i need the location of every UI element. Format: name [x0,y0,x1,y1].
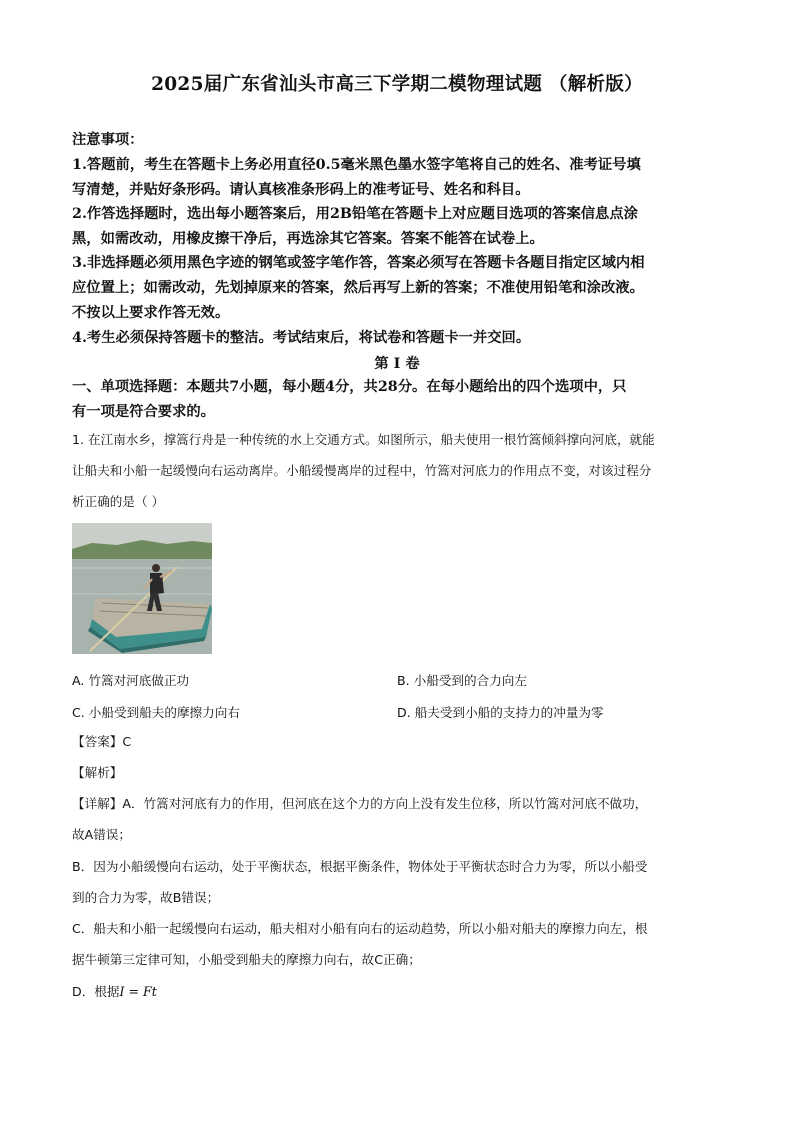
section-heading-line: 一、单项选择题：本题共7小题，每小题4分，共28分。在每小题给出的四个选项中，只 [72,379,627,395]
detail-label: 【详解】 [72,796,123,811]
detail-line: 据牛顿第三定律可知，小船受到船夫的摩擦力向右，故C正确； [72,952,421,967]
question-stem-line: 1. 在江南水乡，撑篙行舟是一种传统的水上交通方式。如图所示，船夫使用一根竹篙倾斜撑向河底，就能 [72,432,655,447]
notice-line: 2.作答选择题时，选出每小题答案后，用2B铅笔在答题卡上对应题目选项的答案信息点涂 [72,206,638,222]
detail-line: C．船夫和小船一起缓慢向右运动，船夫相对小船有向右的运动趋势，所以小船对船夫的摩擦力向左，根 [72,921,648,936]
impulse-formula: I = Ft [119,984,157,999]
detail-first-line [72,795,647,813]
detail-line: B．因为小船缓慢向右运动，处于平衡状态，根据平衡条件，物体处于平衡状态时合力为零，所以小船受 [72,859,648,874]
detail-text: A．竹篙对河底有力的作用，但河底在这个力的方向上没有发生位移，所以竹篙对河底不做功， [122,796,648,811]
notice-line: 4.考生必须保持答题卡的整洁。考试结束后，将试卷和答题卡一并交回。 [72,330,531,346]
notice-heading: 注意事项： [72,132,144,148]
detail-line: 故A错误； [72,827,131,842]
notice-line: 3.非选择题必须用黑色字迹的钢笔或签字笔作答，答案必须写在答题卡各题目指定区域内相 [72,255,645,271]
notice-line: 不按以上要求作答无效。 [72,305,230,321]
option-c: C. 小船受到船夫的摩擦力向右 [72,705,240,720]
option-a: A. 竹篙对河底做正功 [72,673,190,688]
detail-last-line [72,983,157,1001]
option-d: D. 船夫受到小船的支持力的冲量为零 [397,705,604,720]
notice-line: 应位置上；如需改动，先划掉原来的答案，然后再写上新的答案；不准使用铅笔和涂改液。 [72,280,644,296]
detail-last-prefix: D．根据 [72,984,120,999]
question-stem-line: 析正确的是（ ） [72,494,165,509]
notice-line: 1.答题前，考生在答题卡上务必用直径0.5毫米黑色墨水签字笔将自己的姓名、准考证号填 [72,157,641,173]
detail-line: 到的合力为零，故B错误； [72,890,220,905]
notice-line: 写清楚，并贴好条形码。请认真核准条形码上的准考证号、姓名和科目。 [72,182,530,198]
document-title: 2025届广东省汕头市高三下学期二模物理试题 （解析版） [151,74,643,95]
answer-label: 【答案】 [72,734,123,749]
option-b: B. 小船受到的合力向左 [397,673,527,688]
section-heading-line: 有一项是符合要求的。 [72,404,215,420]
volume-heading: 第 I 卷 [374,356,420,372]
analysis-label: 【解析】 [72,765,123,780]
boatman-photo [72,523,212,654]
answer-line [72,733,131,751]
question-stem-line: 让船夫和小船一起缓慢向右运动离岸。小船缓慢离岸的过程中，竹篙对河底力的作用点不变，对该过程分 [72,463,652,478]
answer-value: C [122,734,132,749]
notice-line: 黑，如需改动，用橡皮擦干净后，再选涂其它答案。答案不能答在试卷上。 [72,231,544,247]
